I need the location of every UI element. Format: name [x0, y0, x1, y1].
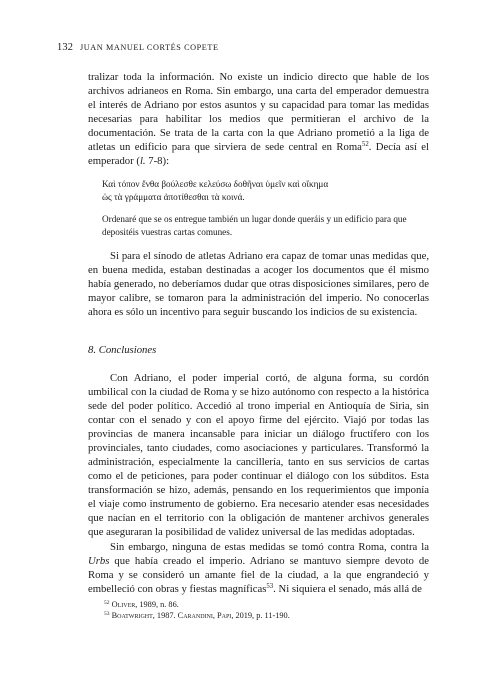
paragraph-4-text-a: Sin embargo, ninguna de estas medidas se tomó contra Roma, contra la [110, 540, 429, 553]
footnote-author-2: Carandini, Papi [177, 611, 232, 621]
page-number: 132 [57, 42, 74, 53]
line-ref-abbrev: l. [139, 155, 146, 168]
footnote-number: 52 [104, 600, 110, 606]
body-text [88, 70, 429, 596]
block-quote [102, 178, 422, 238]
quote-translation: Ordenaré que se os entregue también un lugar donde queráis y un edificio para que depositéis vuestras cartas comunes. [102, 213, 407, 237]
footnote-citation: , 1987. [152, 611, 178, 621]
footnotes [104, 599, 424, 622]
footnote-52 [104, 599, 424, 610]
footnote-53 [104, 610, 424, 621]
greek-quote [102, 178, 422, 204]
footnote-number: 53 [104, 611, 110, 618]
paragraph-2: Si para el sínodo de atletas Adriano era capaz de tomar unas medidas que, en buena medida, estaban destinadas a acoger los documentos que él mismo había generado, no deberíamos dudar que otras disposiciones similares, pero de mayor calibre, se tomaron para la administración del imperio. No conocerlas ahora es sólo un incentivo para seguir buscando los indicios de su existencia. [88, 249, 429, 318]
paragraph-1 [88, 70, 429, 168]
section-heading: 8. Conclusiones [88, 343, 157, 356]
footnote-ref-53[interactable]: 53 [266, 582, 274, 590]
greek-line-1: Καὶ τόπον ἔνθα βούλεσθε κελεύσω δοθῆναι ὑμεῖν καὶ οἴκημα [102, 179, 329, 190]
footnote-author: Oliver [111, 600, 136, 609]
paragraph-4 [88, 540, 429, 596]
footnote-author: Boatwright [111, 611, 153, 621]
running-head [57, 42, 219, 53]
greek-line-2: ὡς τὰ γράμματα ἀποτίθεσθαι τὰ κοινά. [102, 192, 245, 203]
footnote-citation: , 1989, n. 86. [135, 600, 179, 609]
footnote-ref-52[interactable]: 52 [361, 141, 369, 149]
urbs-italic: Urbs [88, 554, 110, 567]
paragraph-3: Con Adriano, el poder imperial cortó, de alguna forma, su cordón umbilical con la ciudad de Roma y se hizo autónomo con respecto a la histórica sede del poder político. Accedió al trono imperial en Antioquía de Siria, sin contar con el senado y con el apoyo firme del ejército. Viajó por todas las provincias de manera incansable para iniciar un diálogo fructífero con los provinciales, tanto ciudades, como asociaciones y particulares. Transformó la administración, especialmente la cancillería, tanto en sus servicios de cartas como el de peticiones, para poder continuar el diálogo con los súbditos. Esta transformación se hizo, además, pensando en los requerimientos que imponía el viaje como instrumento de gobierno. Era necesario atender esas necesidades que nacían en el territorio con la obligación de mantener archivos generales que aseguraran la posibilidad de validez universal de las medidas adoptadas. [88, 371, 429, 539]
paragraph-4-text-c: . Ni siquiera el senado, más allá de [273, 582, 422, 595]
paragraph-1-text-b: . Decía así el emperador ( [88, 141, 429, 168]
paragraph-4-text-b: que había creado el imperio. Adriano se mantuvo siempre devoto de Roma y se consideró un amante fiel de la ciudad, a la que engrandeció y embelleció con obras y fiestas magníficas [88, 554, 429, 595]
running-title: JUAN MANUEL CORTÉS COPETE [80, 43, 219, 52]
paragraph-1-text-c: 7-8): [145, 155, 170, 168]
paragraph-1-text-a: tralizar toda la información. No existe un indicio directo que hable de los archivos adrianeos en Roma. Sin embargo, una carta del emperador demuestra el interés de Adriano por estos asuntos y su capacidad para tomar las medidas necesarias para habilitar los medios que permitieran el archivo de la documentación. Se trata de la carta con la que Adriano prometió a la liga de atletas un edificio para que sirviera de sede central en Roma [88, 71, 429, 154]
footnote-citation-2: , 2019, p. 11-190. [231, 611, 290, 621]
